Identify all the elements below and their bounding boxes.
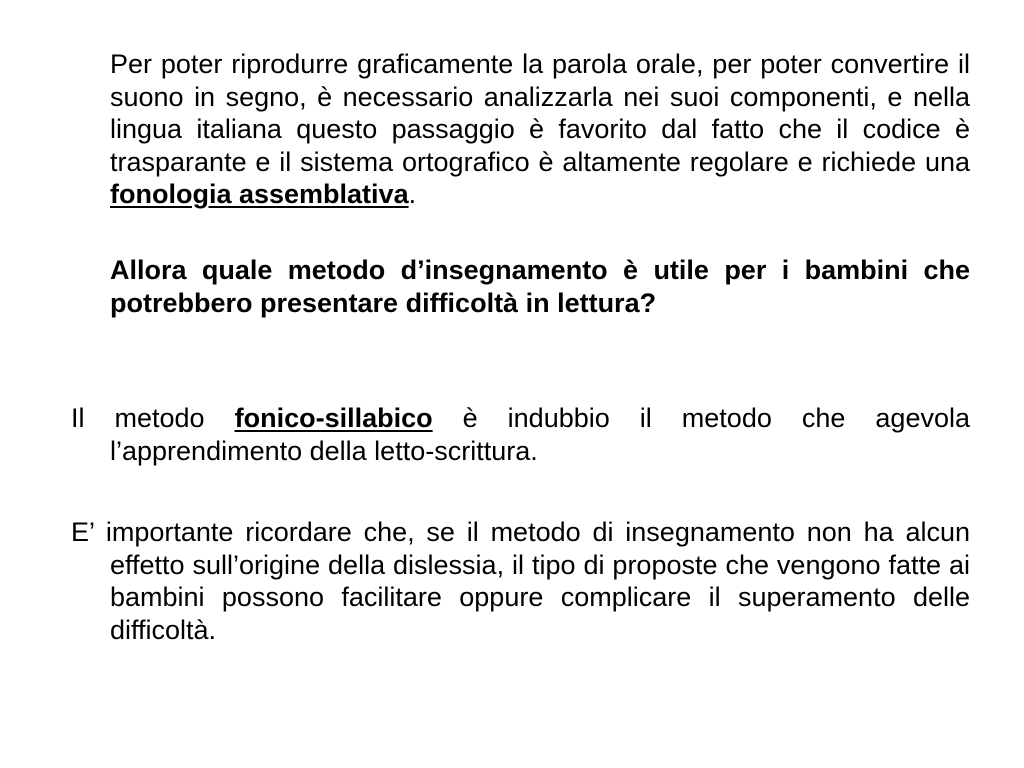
paragraph-phonology (110, 48, 970, 211)
paragraph-phonology-text: Per poter riprodurre graficamente la parola orale, per poter convertire il suono in segno, è necessario analizzarla nei suoi componenti, e nella lingua italiana questo passaggio è favorito dal fatto che il codice è trasparante e il sistema ortografico è altamente regolare e richiede una (110, 49, 970, 177)
paragraph-phonic-syllabic-start: Il metodo (71, 403, 235, 433)
paragraph-phonic-syllabic-end: è indubbio il metodo che agevola l’apprendimento della letto-scrittura. (110, 403, 970, 466)
paragraph-dyslexia: E’ importante ricordare che, se il metodo di insegnamento non ha alcun effetto sull’origine della dislessia, il tipo di proposte che vengono fatte ai bambini possono facilitare oppure complicare il superamento delle difficoltà. (71, 517, 970, 645)
paragraph-phonology-end: . (408, 179, 417, 209)
question-teaching-method: Allora quale metodo d’insegnamento è utile per i bambini che potrebbero presentare difficoltà in lettura? (110, 255, 970, 318)
term-fonologia-assemblativa: fonologia assemblativa (110, 179, 409, 209)
term-fonico-sillabico: fonico-sillabico (234, 403, 433, 433)
paragraph-phonic-syllabic (71, 402, 970, 467)
